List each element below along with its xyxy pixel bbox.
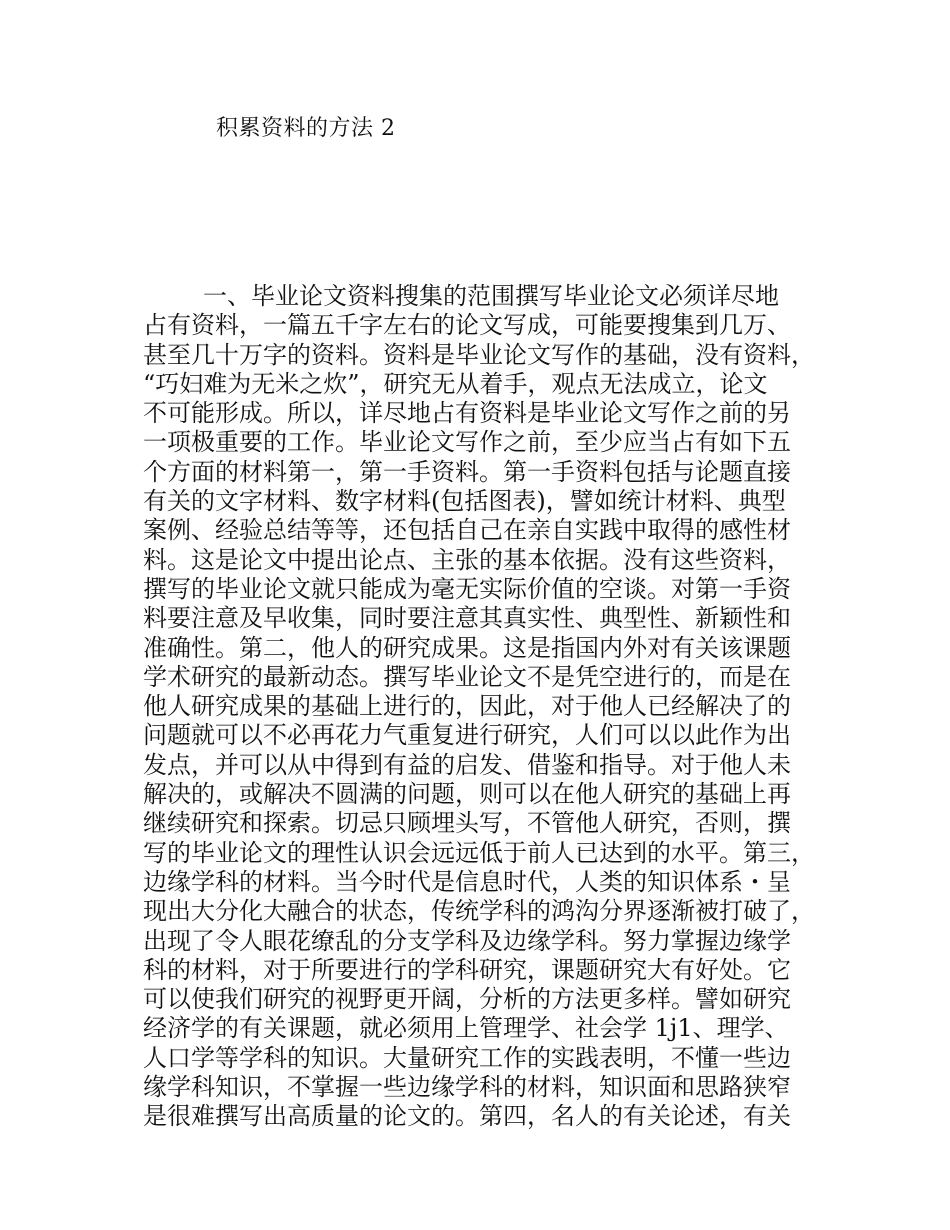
body-line: 发点，并可以从中得到有益的启发、借鉴和指导。对于他人未	[143, 750, 791, 779]
body-line: 科的材料，对于所要进行的学科研究，课题研究大有好处。它	[143, 955, 791, 984]
body-line: 一项极重要的工作。毕业论文写作之前，至少应当占有如下五	[143, 428, 791, 457]
body-line: 学术研究的最新动态。撰写毕业论文不是凭空进行的，而是在	[143, 662, 791, 691]
body-line: 缘学科知识，不掌握一些边缘学科的材料，知识面和思路狭窄	[143, 1073, 791, 1102]
body-line: 甚至几十万字的资料。资料是毕业论文写作的基础，没有资料，	[143, 340, 815, 369]
body-line: 出现了令人眼花缭乱的分支学科及边缘学科。努力掌握边缘学	[143, 926, 791, 955]
body-line: 占有资料，一篇五千字左右的论文写成，可能要搜集到几万、	[143, 311, 791, 340]
body-line: 边缘学科的材料。当今时代是信息时代，人类的知识体系・呈	[143, 867, 791, 896]
body-line: 是很难撰写出高质量的论文的。第四，名人的有关论述，有关	[143, 1102, 791, 1131]
body-line: 撰写的毕业论文就只能成为毫无实际价值的空谈。对第一手资	[143, 574, 791, 603]
body-line: 写的毕业论文的理性认识会远远低于前人已达到的水平。第三，	[143, 838, 815, 867]
body-line: 案例、经验总结等等，还包括自己在亲自实践中取得的感性材	[143, 516, 791, 545]
body-line: 有关的文字材料、数字材料(包括图表)，譬如统计材料、典型	[143, 487, 786, 516]
body-line: 料要注意及早收集，同时要注意其真实性、典型性、新颖性和	[143, 604, 791, 633]
document-body	[143, 282, 833, 1132]
body-line: 可以使我们研究的视野更开阔，分析的方法更多样。譬如研究	[143, 985, 791, 1014]
body-line: 一、毕业论文资料搜集的范围撰写毕业论文必须详尽地	[203, 282, 779, 310]
body-line: 经济学的有关课题，就必须用上管理学、社会学 1j1、理学、	[143, 1014, 789, 1043]
body-line: 个方面的材料第一，第一手资料。第一手资料包括与论题直接	[143, 457, 791, 486]
body-line: 他人研究成果的基础上进行的，因此，对于他人已经解决了的	[143, 692, 791, 721]
body-line: 继续研究和探索。切忌只顾埋头写，不管他人研究，否则，撰	[143, 809, 791, 838]
body-line: 现出大分化大融合的状态，传统学科的鸿沟分界逐渐被打破了，	[143, 897, 815, 926]
body-line: “巧妇难为无米之炊”，研究无从着手，观点无法成立，论文	[143, 369, 768, 398]
body-line: 人口学等学科的知识。大量研究工作的实践表明，不懂一些边	[143, 1043, 791, 1072]
document-title: 积累资料的方法 2	[216, 116, 396, 141]
body-line: 问题就可以不必再花力气重复进行研究，人们可以以此作为出	[143, 721, 791, 750]
body-line: 料。这是论文中提出论点、主张的基本依据。没有这些资料，	[143, 545, 791, 574]
body-line: 解决的，或解决不圆满的问题，则可以在他人研究的基础上再	[143, 780, 791, 809]
body-line: 准确性。第二，他人的研究成果。这是指国内外对有关该课题	[143, 633, 791, 662]
body-line: 不可能形成。所以，详尽地占有资料是毕业论文写作之前的另	[143, 399, 791, 428]
